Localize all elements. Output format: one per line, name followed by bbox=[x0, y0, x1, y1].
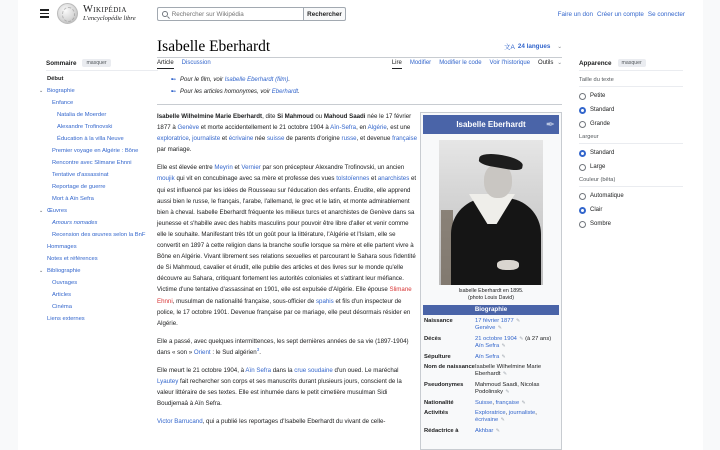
link-suisse[interactable]: suisse bbox=[266, 135, 285, 143]
disambiguation-icon: ➸ bbox=[171, 89, 177, 95]
infobox-key: Activités bbox=[424, 410, 449, 417]
toc-title: Sommaire bbox=[46, 59, 77, 67]
image-caption: Isabelle Eberhardt en 1895. (photo Louis David) bbox=[458, 288, 524, 301]
toc-item[interactable]: Notes et références bbox=[47, 256, 98, 262]
toc-item[interactable]: ⌄ Œuvres bbox=[39, 208, 67, 214]
toc-item[interactable]: Alexandre Trofinovski bbox=[57, 124, 113, 130]
portrait-image[interactable] bbox=[439, 140, 543, 285]
paragraph-death: Elle meurt le 21 octobre 1904, à Aïn Sefra dans la crue soudaine d'un oued. Le maréchal Lyautey fait rechercher son corps et ses manuscrits durant plusieurs jours, conscient de la valeur littéraire de ses textes. Elle est inhumée dans le petit cimetière musulman Sidi Boudjemaâ à Aïn Sefra. bbox=[157, 366, 402, 408]
hatnote: ➸ Pour le film, voir Isabelle Eberhardt (film) . bbox=[171, 77, 291, 83]
infobox-value: Mahmoud Saadi, Nicolas Podolinsky ✎ bbox=[475, 381, 540, 396]
paragraph-barrucand: Victor Barrucand, qui a publié les reportages d'Isabelle Eberhardt du vivant de celle- bbox=[157, 418, 386, 426]
link-spahis[interactable]: spahis bbox=[315, 297, 334, 305]
radio-icon[interactable] bbox=[579, 107, 586, 114]
link-algerie[interactable]: Algérie bbox=[367, 124, 387, 132]
radio-label: Clair bbox=[590, 207, 603, 213]
appearance-group-label: Taille du texte bbox=[579, 77, 683, 87]
radio-option[interactable] bbox=[579, 206, 683, 214]
infobox-value: 21 octobre 1904 ✎ (à 27 ans) Aïn Sefra ✎ bbox=[475, 335, 552, 350]
chevron-down-icon: ⌄ bbox=[557, 43, 562, 50]
redlink-slimane-ehnni[interactable]: Slimane Ehnni bbox=[157, 286, 412, 305]
toc-item[interactable]: Ouvrages bbox=[52, 280, 78, 286]
infobox-value: Suisse, française ✎ bbox=[475, 399, 526, 406]
infobox-value bbox=[475, 354, 559, 361]
toc-hide-button[interactable]: masquer bbox=[82, 59, 110, 67]
infobox-link[interactable]: Exploratrice bbox=[475, 410, 506, 417]
language-button[interactable] bbox=[504, 42, 562, 51]
tools-label: Outils bbox=[538, 60, 554, 66]
appearance-group bbox=[579, 177, 683, 228]
appearance-hide-button[interactable]: masquer bbox=[618, 59, 646, 67]
toc-item[interactable]: Amours nomades bbox=[52, 220, 98, 226]
appearance-group-label: Couleur (bêta) bbox=[579, 177, 683, 187]
infobox-key: Nationalité bbox=[424, 399, 454, 406]
radio-option[interactable] bbox=[579, 220, 683, 228]
infobox-key: Décès bbox=[424, 335, 442, 342]
appearance-title: Apparence bbox=[579, 59, 612, 67]
hatnotes bbox=[157, 77, 562, 105]
infobox-section-header: Biographie bbox=[423, 305, 559, 315]
edit-pencil-icon[interactable]: ✎ bbox=[501, 371, 508, 378]
infobox-rows bbox=[423, 318, 559, 435]
paragraph-summary: Elle est élevée entre Meyrin et Vernier par son précepteur Alexandre Trofinovski, un ancien moujik qui vit en concubinage avec sa mère et professe des vues tolstoïennes et anarchistes et qui est influencé par les idées de Rousseau sur l'éducation des enfants. Érudite, elle apprend aussi bien le russe, le français, l'arabe, l'allemand, le grec et le latin, et monte admirablement bien à cheval. Isabelle Eberhardt fréquente les milieux turcs et anarchistes de Genève dans sa jeunesse et s'habille avec des habits masculins pour pouvoir être libre d'aller et venir comme elle le souhaite. Manifestant très tôt un goût pour la littérature, l'Algérie et l'Islam, elle se convertit en 1897 à cette religion dans la branche soufie lorsque sa mère et elle partent vivre à Bône en Algérie. Vivant librement ses relations sexuelles et parcourant le Sahara sous l'identité de Si Mahmoud, cavalier et érudit, elle publie des articles et des livres sur le monde qu'elle découvre au Sahara, critiquant fortement les autorités coloniales et s'attirant leur méfiance. Victime d'une tentative d'assassinat en 1901, elle est expulsée d'Algérie. Elle épouse Slimane Ehnni, musulman de nationalité française, sous-officier de spahis et fils d'un inspecteur de police, le 17 octobre 1901. Devenue française par ce mariage, elle peut désormais résider en Algérie. bbox=[157, 164, 417, 327]
infobox-link[interactable]: 17 février 1877 bbox=[475, 318, 514, 324]
create-account-link[interactable]: Créer un compte bbox=[596, 11, 644, 18]
link-lyautey[interactable]: Lyautey bbox=[157, 378, 179, 386]
quill-icon: ✒ bbox=[545, 119, 555, 131]
appearance-group bbox=[579, 77, 683, 128]
title-bar bbox=[157, 38, 562, 58]
link-meyrin[interactable]: Meyrin bbox=[214, 164, 233, 172]
radio-label: Grande bbox=[590, 121, 611, 127]
login-link[interactable]: Se connecter bbox=[647, 11, 685, 18]
language-count: 24 langues bbox=[517, 43, 551, 50]
infobox-value bbox=[475, 428, 559, 435]
table-of-contents bbox=[39, 59, 158, 328]
radio-icon[interactable] bbox=[579, 150, 586, 157]
link-moujik[interactable]: moujik bbox=[157, 175, 175, 183]
tab-history[interactable]: Voir l'historique bbox=[489, 60, 531, 66]
toc-item[interactable]: Mort à Aïn Sefra bbox=[52, 196, 94, 202]
main-menu-icon[interactable] bbox=[40, 9, 49, 17]
infobox-value: Exploratrice, journaliste, écrivaine ✎ bbox=[475, 410, 537, 424]
search-input[interactable] bbox=[172, 11, 303, 18]
infobox-link[interactable]: Akhbar bbox=[475, 427, 494, 434]
radio-option[interactable] bbox=[579, 192, 683, 200]
translate-icon: 文A bbox=[503, 44, 515, 51]
toc-item[interactable]: ⌄ Biographie bbox=[39, 88, 75, 94]
link-ain-sefra-2[interactable]: Aïn Sefra bbox=[245, 366, 272, 374]
hatnote-link-film[interactable]: Isabelle Eberhardt (film) bbox=[224, 77, 289, 83]
infobox-row bbox=[423, 382, 559, 397]
infobox-title: Isabelle Eberhardt ✒ bbox=[423, 115, 559, 134]
donate-link[interactable]: Faire un don bbox=[557, 11, 593, 18]
radio-icon[interactable] bbox=[579, 207, 586, 214]
link-ecrivaine[interactable]: écrivaine bbox=[228, 135, 254, 143]
infobox-value: Isabelle Wilhelmine Marie Eberhardt ✎ bbox=[475, 364, 542, 378]
infobox-link[interactable]: 21 octobre 1904 bbox=[475, 335, 517, 342]
toc-item[interactable]: Éducation à la villa Neuve bbox=[57, 136, 124, 142]
search-icon bbox=[162, 11, 168, 17]
hatnote-link-homonyms[interactable]: Eberhardt bbox=[271, 89, 299, 95]
radio-label: Standard bbox=[590, 107, 615, 113]
tab-discussion[interactable]: Discussion bbox=[181, 60, 211, 66]
edit-pencil-icon[interactable]: ✎ bbox=[496, 325, 502, 332]
infobox-key: Nom de naissance bbox=[424, 364, 475, 371]
link-russe[interactable]: russe bbox=[341, 135, 357, 143]
toc-item[interactable]: Cinéma bbox=[52, 304, 72, 310]
infobox-row bbox=[423, 364, 559, 379]
chevron-down-icon[interactable]: ⌄ bbox=[39, 88, 44, 94]
radio-option[interactable] bbox=[579, 149, 683, 157]
radio-option[interactable] bbox=[579, 92, 683, 100]
toc-item[interactable]: Hommages bbox=[47, 244, 77, 250]
tab-article[interactable]: Article bbox=[157, 60, 174, 69]
infobox-link[interactable]: française bbox=[495, 399, 520, 406]
page-tabs bbox=[157, 59, 562, 71]
logo-tagline: L'encyclopédie libre bbox=[83, 15, 136, 22]
site-header bbox=[18, 0, 703, 30]
infobox-link[interactable]: Aïn Sefra bbox=[475, 353, 500, 360]
search-field[interactable] bbox=[157, 7, 303, 21]
appearance-group-label: Largeur bbox=[579, 134, 683, 144]
edit-pencil-icon[interactable]: ✎ bbox=[494, 427, 500, 434]
wikipedia-logo[interactable] bbox=[57, 3, 136, 24]
infobox-row bbox=[423, 336, 559, 351]
chevron-down-icon[interactable]: ⌄ bbox=[39, 208, 44, 214]
chevron-down-icon[interactable]: ⌄ bbox=[39, 268, 44, 274]
edit-pencil-icon[interactable]: ✎ bbox=[520, 399, 526, 406]
toc-item[interactable]: Début bbox=[47, 76, 64, 82]
page bbox=[18, 0, 703, 450]
radio-label: Standard bbox=[590, 150, 615, 156]
toc-item[interactable]: Liens externes bbox=[47, 316, 85, 322]
infobox-key: Sépulture bbox=[424, 353, 451, 360]
tab-edit-source[interactable]: Modifier le code bbox=[439, 60, 482, 66]
radio-icon[interactable] bbox=[579, 121, 586, 128]
infobox-row bbox=[423, 318, 559, 333]
paragraph-intro: Isabelle Wilhelmine Marie Eberhardt, dite Si Mahmoud ou Mahoud Saadi née le 17 février 1877 à Genève et morte accidentellement le 21 octobre 1904 à Aïn-Sefra, en Algérie, est une exploratrice, journaliste et écrivaine née suisse de parents d'origine russe, et devenue française par mariage. bbox=[157, 113, 418, 154]
link-ain-sefra[interactable]: Aïn-Sefra bbox=[330, 124, 357, 132]
edit-pencil-icon[interactable]: ✎ bbox=[517, 335, 524, 342]
toc-item[interactable]: Premier voyage en Algérie : Bône bbox=[52, 148, 139, 154]
radio-icon[interactable] bbox=[579, 193, 586, 200]
link-francaise[interactable]: française bbox=[392, 135, 418, 143]
appearance-panel bbox=[579, 59, 683, 234]
chevron-down-icon: ⌄ bbox=[557, 60, 562, 66]
infobox-value bbox=[475, 318, 559, 333]
edit-pencil-icon[interactable]: ✎ bbox=[499, 417, 505, 424]
appearance-group bbox=[579, 134, 683, 171]
search-button[interactable]: Rechercher bbox=[303, 7, 346, 21]
wikipedia-globe-icon bbox=[57, 3, 78, 24]
radio-icon[interactable] bbox=[579, 221, 586, 228]
edit-pencil-icon[interactable]: ✎ bbox=[500, 343, 506, 350]
paragraph-last-years: Elle a passé, avec quelques intermittences, les sept dernières années de sa vie (1897-1904) dans « son » Orient : le Sud algérien$^3$. bbox=[157, 337, 409, 356]
radio-icon[interactable] bbox=[579, 164, 586, 171]
link-anarchistes[interactable]: anarchistes bbox=[377, 175, 410, 183]
infobox-link[interactable]: Aïn Sefra bbox=[475, 343, 500, 350]
link-tolstoiennes[interactable]: tolstoïennes bbox=[336, 175, 370, 183]
reference-link[interactable]: 3 bbox=[256, 346, 260, 352]
infobox bbox=[420, 112, 562, 450]
toc-item[interactable]: Reportage de guerre bbox=[52, 184, 106, 190]
hatnote: ➸ Pour les articles homonymes, voir Eberhardt . bbox=[171, 89, 300, 95]
link-journaliste[interactable]: journaliste bbox=[192, 135, 221, 143]
toc-list bbox=[39, 76, 158, 323]
search-form bbox=[157, 7, 346, 21]
radio-option[interactable] bbox=[579, 106, 683, 114]
infobox-row bbox=[423, 354, 559, 361]
toc-item[interactable]: Recension des œuvres selon la BnF bbox=[52, 232, 146, 238]
radio-icon[interactable] bbox=[579, 93, 586, 100]
tab-edit[interactable]: Modifier bbox=[409, 60, 432, 66]
toc-item[interactable]: Tentative d'assassinat bbox=[52, 172, 109, 178]
toc-item[interactable]: Articles bbox=[52, 292, 72, 298]
infobox-link[interactable]: Suisse bbox=[475, 399, 493, 406]
logo-wordmark: Wikipédia bbox=[83, 3, 127, 15]
article-body bbox=[157, 111, 417, 434]
link-orient[interactable]: Orient bbox=[193, 348, 211, 356]
edit-pencil-icon[interactable]: ✎ bbox=[514, 318, 521, 324]
infobox-link[interactable]: Genève bbox=[475, 325, 496, 332]
infobox-key: Rédactrice à bbox=[424, 427, 459, 434]
radio-option[interactable] bbox=[579, 163, 683, 171]
link-exploratrice[interactable]: exploratrice bbox=[157, 135, 189, 143]
edit-pencil-icon[interactable]: ✎ bbox=[500, 353, 506, 360]
page-title: Isabelle Eberhardt bbox=[157, 38, 271, 55]
disambiguation-icon: ➸ bbox=[171, 77, 177, 83]
infobox-row bbox=[423, 428, 559, 435]
tab-read[interactable]: Lire bbox=[392, 60, 402, 69]
infobox-key: Pseudonymes bbox=[424, 381, 464, 388]
radio-option[interactable] bbox=[579, 120, 683, 128]
infobox-key: Naissance bbox=[424, 318, 453, 324]
toc-item[interactable]: Rencontre avec Slimane Ehnni bbox=[52, 160, 132, 166]
tools-menu[interactable] bbox=[538, 60, 562, 69]
radio-label: Automatique bbox=[590, 193, 624, 199]
link-crue-soudaine[interactable]: crue soudaine bbox=[294, 366, 333, 374]
toc-item[interactable]: ⌄ Bibliographie bbox=[39, 268, 81, 274]
radio-label: Large bbox=[590, 164, 606, 170]
edit-pencil-icon[interactable]: ✎ bbox=[504, 389, 510, 396]
toc-item[interactable]: Natalia de Moerder bbox=[57, 112, 107, 118]
toc-item[interactable]: Enfance bbox=[52, 100, 74, 106]
infobox-link[interactable]: journaliste bbox=[508, 410, 536, 417]
radio-label: Sombre bbox=[590, 221, 612, 227]
infobox-row bbox=[423, 400, 559, 407]
infobox-link[interactable]: écrivaine bbox=[475, 417, 499, 424]
user-links bbox=[558, 11, 685, 18]
radio-label: Petite bbox=[590, 93, 606, 99]
infobox-row bbox=[423, 410, 559, 425]
link-victor-barrucand[interactable]: Victor Barrucand bbox=[157, 418, 203, 426]
link-geneve[interactable]: Genève bbox=[177, 124, 200, 132]
link-vernier[interactable]: Vernier bbox=[241, 164, 261, 172]
